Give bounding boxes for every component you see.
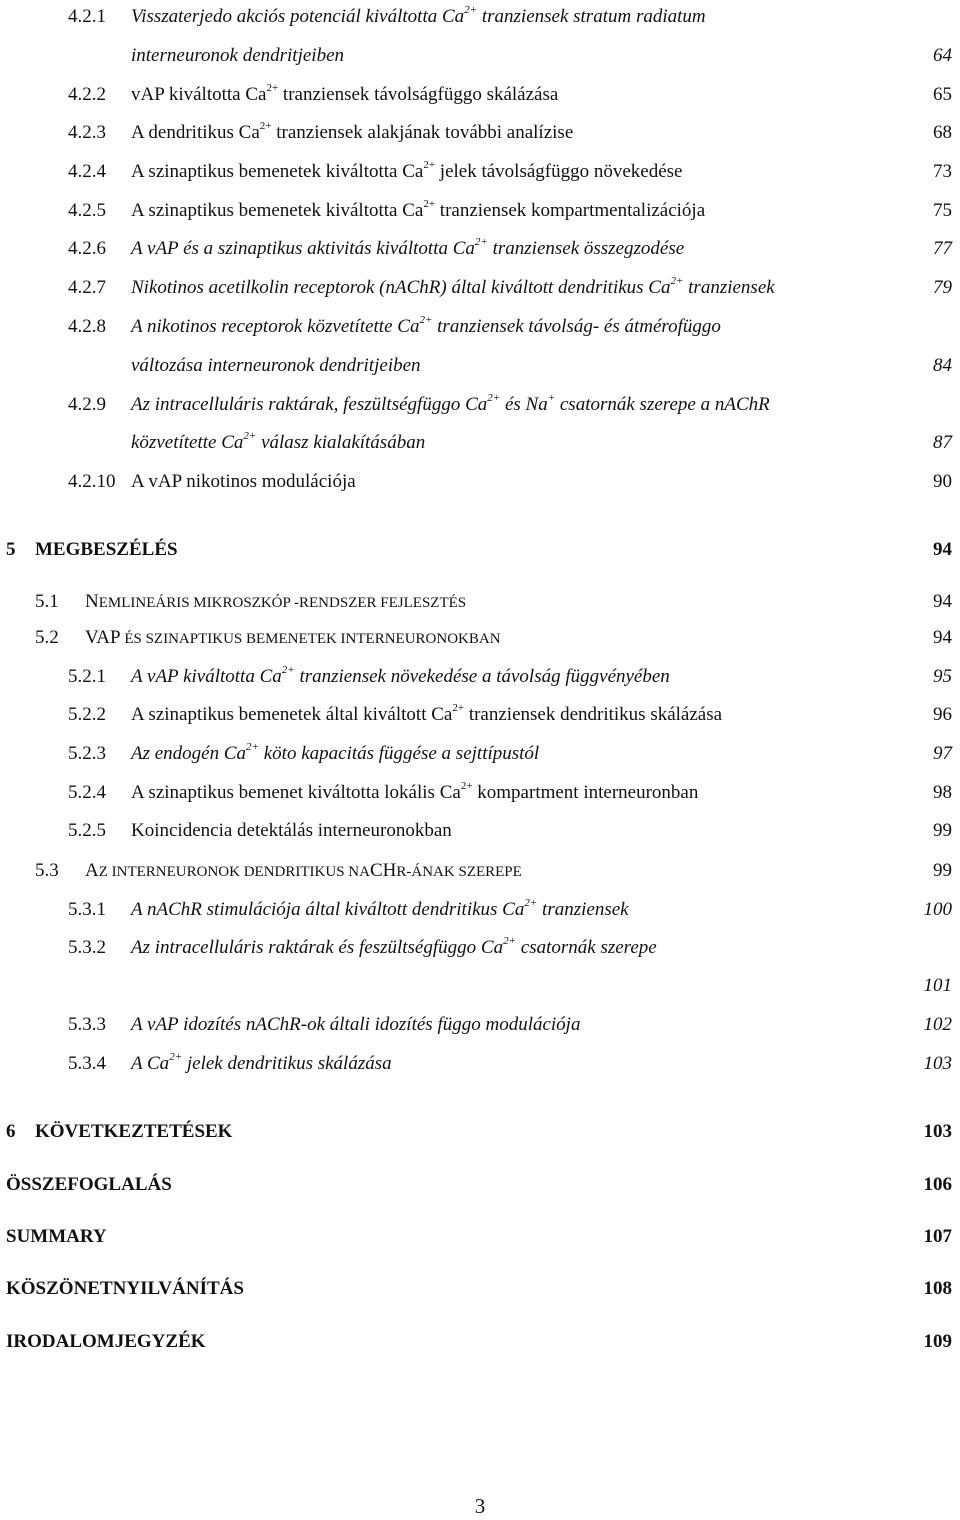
entry-title-text: Nikotinos acetilkolin receptorok (nAChR) által kiváltott dendritikus Ca bbox=[131, 277, 671, 298]
entry-title-rest: tranziensek stratum radiatum bbox=[477, 6, 706, 27]
toc-entry bbox=[0, 933, 960, 963]
entry-title bbox=[131, 933, 657, 963]
entry-number: 5.2.4 bbox=[68, 782, 106, 803]
entry-title bbox=[131, 895, 629, 925]
entry-title-text: A nAChR stimulációja által kiváltott dendritikus Ca bbox=[131, 899, 525, 920]
superscript-charge: 2+ bbox=[670, 274, 684, 287]
entry-title bbox=[131, 467, 356, 497]
entry-page: 100 bbox=[923, 899, 952, 920]
toc-entry bbox=[0, 662, 960, 692]
entry-title bbox=[131, 816, 452, 846]
entry-title-text: A vAP idozítés nAChR-ok általi idozítés függo modulációja bbox=[131, 1014, 581, 1035]
chapter-title: SUMMARY bbox=[6, 1226, 107, 1247]
entry-title-rest: köto kapacitás függése a sejttípustól bbox=[258, 743, 540, 764]
chapter-title: KÖSZÖNETNYILVÁNÍTÁS bbox=[6, 1278, 244, 1299]
section-title-initial: VAP bbox=[85, 627, 121, 648]
section-heading bbox=[0, 587, 960, 617]
entry-page: 79 bbox=[933, 277, 952, 298]
entry-page: 68 bbox=[933, 122, 952, 143]
section-page: 94 bbox=[933, 627, 952, 648]
entry-title-text: vAP kiváltotta Ca bbox=[131, 84, 267, 105]
chapter-title: ÖSSZEFOGLALÁS bbox=[6, 1174, 172, 1195]
entry-number: 4.2.9 bbox=[68, 394, 106, 415]
entry-title-rest: kompartment interneuronban bbox=[472, 782, 699, 803]
entry-title bbox=[131, 312, 721, 342]
entry-page: 64 bbox=[933, 45, 952, 66]
entry-page: 97 bbox=[933, 743, 952, 764]
entry-title bbox=[131, 778, 698, 808]
entry-title-text: Az intracelluláris raktárak és feszültségfüggo Ca bbox=[131, 937, 504, 958]
toc-entry bbox=[0, 467, 960, 497]
entry-page: 87 bbox=[933, 432, 952, 453]
toc-entry bbox=[0, 273, 960, 303]
entry-title-rest: tranziensek növekedése a távolság függvényében bbox=[294, 666, 670, 687]
entry-page: 101 bbox=[923, 975, 952, 996]
section-heading bbox=[0, 623, 960, 653]
entry-title bbox=[131, 80, 558, 110]
toc-entry bbox=[0, 80, 960, 110]
entry-title bbox=[131, 700, 722, 730]
superscript-charge: 2+ bbox=[423, 197, 436, 210]
superscript-charge: 2+ bbox=[259, 119, 272, 132]
entry-title bbox=[131, 273, 775, 303]
entry-title-text: Az intracelluláris raktárak, feszültségfüggo Ca bbox=[131, 394, 488, 415]
entry-title bbox=[131, 662, 670, 692]
entry-page: 95 bbox=[933, 666, 952, 687]
entry-title-text: A szinaptikus bemenetek kiváltotta Ca bbox=[131, 161, 424, 182]
entry-title-rest: jelek távolságfüggo növekedése bbox=[435, 161, 683, 182]
section-title bbox=[85, 587, 466, 618]
entry-title-rest: tranziensek összegzodése bbox=[487, 238, 685, 259]
entry-number: 5.2.1 bbox=[68, 666, 106, 687]
entry-title-rest: csatornák szerepe a nAChR bbox=[555, 394, 770, 415]
toc-entry bbox=[0, 312, 960, 342]
section-title-initial: H bbox=[382, 860, 397, 881]
entry-title-text: Koincidencia detektálás interneuronokban bbox=[131, 820, 452, 841]
chapter-title: IRODALOMJEGYZÉK bbox=[6, 1331, 206, 1352]
entry-title bbox=[131, 234, 684, 264]
entry-title-rest: és Na bbox=[500, 394, 548, 415]
entry-number: 4.2.8 bbox=[68, 316, 106, 337]
section-title-initial: A bbox=[85, 860, 99, 881]
chapter-number: 6 bbox=[6, 1121, 16, 1142]
chapter-heading bbox=[0, 1274, 960, 1304]
section-title bbox=[85, 623, 501, 654]
entry-number: 5.3.1 bbox=[68, 899, 106, 920]
chapter-title: MEGBESZÉLÉS bbox=[35, 539, 178, 560]
entry-number: 4.2.6 bbox=[68, 238, 106, 259]
entry-title-text: Az endogén Ca bbox=[131, 743, 247, 764]
chapter-heading bbox=[0, 1117, 960, 1147]
superscript-charge: 2+ bbox=[474, 235, 488, 248]
entry-title bbox=[131, 1049, 392, 1079]
section-number: 5.3 bbox=[35, 860, 59, 881]
entry-title-text: A szinaptikus bemenetek által kiváltott Ca bbox=[131, 704, 453, 725]
entry-title bbox=[131, 2, 706, 32]
toc-entry bbox=[0, 157, 960, 187]
entry-title-rest: csatornák szerepe bbox=[516, 937, 657, 958]
superscript-charge: 2+ bbox=[503, 934, 517, 947]
entry-page: 102 bbox=[923, 1014, 952, 1035]
entry-title bbox=[131, 118, 573, 148]
section-number: 5.2 bbox=[35, 627, 59, 648]
superscript-charge: 2+ bbox=[460, 779, 473, 792]
entry-title-text: A dendritikus Ca bbox=[131, 122, 260, 143]
entry-title-rest: jelek dendritikus skálázása bbox=[182, 1053, 392, 1074]
entry-title bbox=[131, 390, 770, 420]
toc-entry bbox=[0, 428, 960, 458]
superscript-charge: 2+ bbox=[423, 158, 436, 171]
toc-entry bbox=[0, 390, 960, 420]
chapter-page: 94 bbox=[933, 539, 952, 560]
entry-title bbox=[131, 41, 344, 71]
entry-number: 4.2.5 bbox=[68, 200, 106, 221]
entry-title bbox=[131, 1010, 580, 1040]
toc-entry bbox=[0, 816, 960, 846]
entry-title bbox=[131, 196, 705, 226]
superscript-charge: + bbox=[547, 391, 556, 404]
entry-title-rest: tranziensek bbox=[683, 277, 775, 298]
section-title-rest: EMLINEÁRIS MIKROSZKÓP -RENDSZER FEJLESZTÉS bbox=[98, 595, 467, 611]
superscript-charge: 2+ bbox=[246, 740, 259, 753]
chapter-page: 107 bbox=[923, 1226, 952, 1247]
entry-title-rest: válasz kialakításában bbox=[256, 432, 426, 453]
entry-title-text: interneuronok dendritjeiben bbox=[131, 45, 344, 66]
entry-title bbox=[131, 351, 421, 381]
entry-title-text: változása interneuronok dendritjeiben bbox=[131, 355, 421, 376]
toc-entry bbox=[0, 196, 960, 226]
entry-title bbox=[131, 739, 539, 769]
entry-title bbox=[131, 428, 425, 458]
entry-title-rest: tranziensek távolság- és átmérofüggo bbox=[432, 316, 721, 337]
entry-title-text: A vAP kiváltotta Ca bbox=[131, 666, 282, 687]
superscript-charge: 2+ bbox=[487, 391, 501, 404]
section-page: 94 bbox=[933, 591, 952, 612]
entry-number: 5.3.2 bbox=[68, 937, 106, 958]
entry-page: 84 bbox=[933, 355, 952, 376]
chapter-page: 108 bbox=[923, 1278, 952, 1299]
superscript-charge: 2+ bbox=[524, 896, 538, 909]
entry-title-text: A szinaptikus bemenet kiváltotta lokális Ca bbox=[131, 782, 461, 803]
chapter-title: KÖVETKEZTETÉSEK bbox=[35, 1121, 233, 1142]
entry-number: 4.2.1 bbox=[68, 6, 106, 27]
entry-number: 4.2.7 bbox=[68, 277, 106, 298]
chapter-page: 109 bbox=[923, 1331, 952, 1352]
toc-entry bbox=[0, 971, 960, 1001]
entry-page: 103 bbox=[923, 1053, 952, 1074]
superscript-charge: 2+ bbox=[464, 3, 478, 16]
section-title-rest: Z INTERNEURONOK DENDRITIKUS NA bbox=[98, 864, 370, 880]
entry-number: 4.2.3 bbox=[68, 122, 106, 143]
chapter-number: 5 bbox=[6, 539, 16, 560]
entry-number: 4.2.10 bbox=[68, 471, 116, 492]
superscript-charge: 2+ bbox=[266, 81, 279, 94]
entry-number: 4.2.4 bbox=[68, 161, 106, 182]
entry-title-text: közvetítette Ca bbox=[131, 432, 244, 453]
section-title-initial: C bbox=[369, 860, 383, 881]
entry-number: 5.3.3 bbox=[68, 1014, 106, 1035]
page-number: 3 bbox=[474, 1494, 486, 1518]
section-number: 5.1 bbox=[35, 591, 59, 612]
entry-title-text: A nikotinos receptorok közvetítette Ca bbox=[131, 316, 420, 337]
chapter-heading bbox=[0, 1222, 960, 1252]
superscript-charge: 2+ bbox=[419, 313, 433, 326]
chapter-heading bbox=[0, 1327, 960, 1357]
entry-page: 75 bbox=[933, 200, 952, 221]
entry-title-text: A Ca bbox=[131, 1053, 170, 1074]
superscript-charge: 2+ bbox=[281, 663, 295, 676]
entry-title-rest: tranziensek kompartmentalizációja bbox=[435, 200, 706, 221]
entry-page: 77 bbox=[933, 238, 952, 259]
entry-title-text: A vAP nikotinos modulációja bbox=[131, 471, 356, 492]
section-page: 99 bbox=[933, 860, 952, 881]
entry-page: 73 bbox=[933, 161, 952, 182]
entry-title-rest: tranziensek dendritikus skálázása bbox=[464, 704, 723, 725]
chapter-heading bbox=[0, 535, 960, 565]
superscript-charge: 2+ bbox=[243, 429, 257, 442]
section-title-initial: N bbox=[85, 591, 99, 612]
section-title bbox=[85, 856, 522, 887]
chapter-page: 103 bbox=[923, 1121, 952, 1142]
superscript-charge: 2+ bbox=[169, 1050, 183, 1063]
toc-entry bbox=[0, 895, 960, 925]
toc-entry bbox=[0, 234, 960, 264]
toc-entry bbox=[0, 41, 960, 71]
toc-entry bbox=[0, 351, 960, 381]
entry-title-text: Visszaterjedo akciós potenciál kiváltotta Ca bbox=[131, 6, 465, 27]
toc-entry bbox=[0, 1049, 960, 1079]
section-heading bbox=[0, 856, 960, 886]
entry-page: 96 bbox=[933, 704, 952, 725]
chapter-page: 106 bbox=[923, 1174, 952, 1195]
entry-title-rest: tranziensek alakjának további analízise bbox=[271, 122, 574, 143]
entry-number: 5.2.5 bbox=[68, 820, 106, 841]
entry-number: 5.2.3 bbox=[68, 743, 106, 764]
entry-title bbox=[131, 157, 683, 187]
entry-page: 90 bbox=[933, 471, 952, 492]
chapter-heading bbox=[0, 1170, 960, 1200]
entry-page: 98 bbox=[933, 782, 952, 803]
entry-title-rest: tranziensek távolságfüggo skálázása bbox=[278, 84, 559, 105]
toc-entry bbox=[0, 118, 960, 148]
toc-entry bbox=[0, 700, 960, 730]
toc-entry bbox=[0, 739, 960, 769]
entry-title-text: A vAP és a szinaptikus aktivitás kiváltotta Ca bbox=[131, 238, 475, 259]
section-title-rest: ÉS SZINAPTIKUS BEMENETEK INTERNEURONOKBAN bbox=[120, 631, 501, 647]
superscript-charge: 2+ bbox=[452, 701, 465, 714]
toc-entry bbox=[0, 778, 960, 808]
entry-number: 4.2.2 bbox=[68, 84, 106, 105]
section-title-rest: R-ÁNAK SZEREPE bbox=[396, 864, 522, 880]
entry-page: 99 bbox=[933, 820, 952, 841]
entry-page: 65 bbox=[933, 84, 952, 105]
entry-title-text: A szinaptikus bemenetek kiváltotta Ca bbox=[131, 200, 424, 221]
toc-entry bbox=[0, 2, 960, 32]
toc-entry bbox=[0, 1010, 960, 1040]
entry-number: 5.3.4 bbox=[68, 1053, 106, 1074]
entry-number: 5.2.2 bbox=[68, 704, 106, 725]
entry-title-rest: tranziensek bbox=[537, 899, 629, 920]
